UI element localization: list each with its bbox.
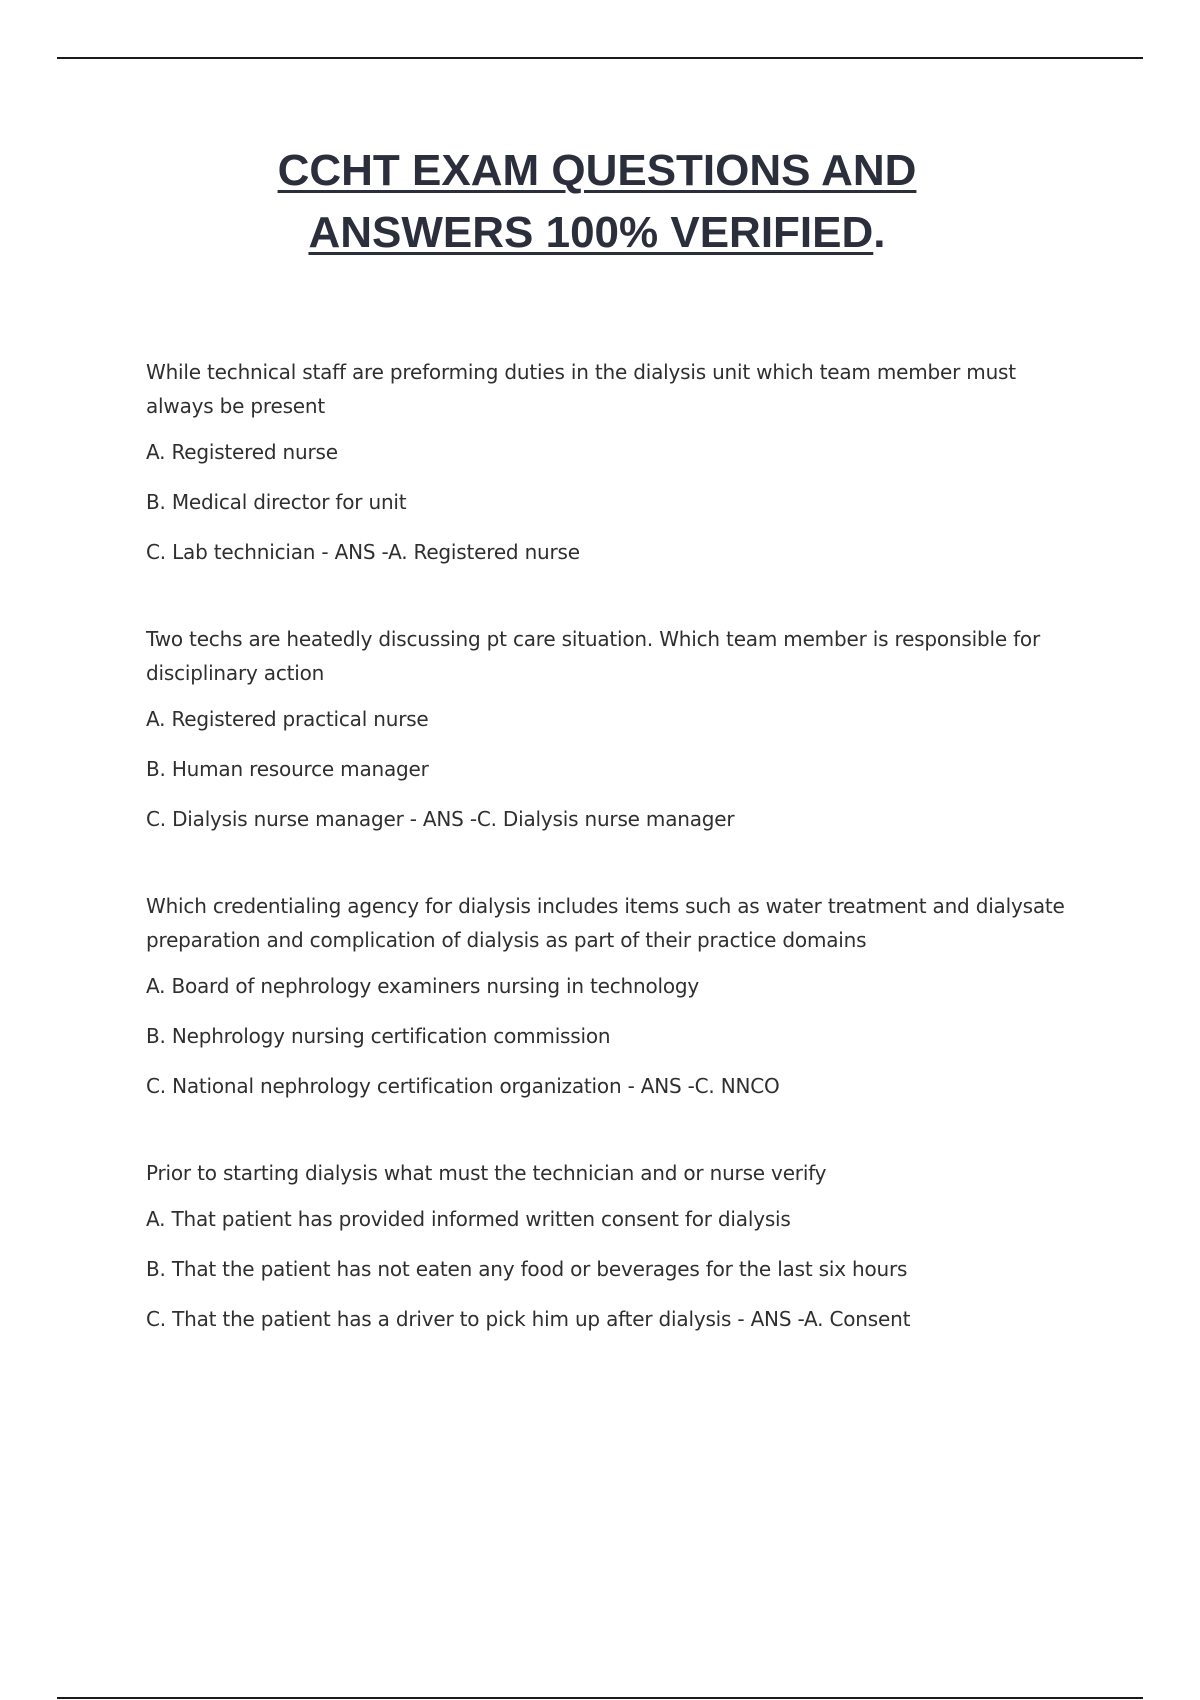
title-period: . (873, 208, 886, 257)
option-c-answer: C. That the patient has a driver to pick him up after dialysis - ANS -A. Consent (146, 1307, 911, 1331)
question-1 (146, 355, 1086, 569)
question-4 (146, 1156, 1086, 1336)
question-stem: Which credentialing agency for dialysis includes items such as water treatment and dialysate preparation and complication of dialysis as part of their practice domains (146, 894, 1065, 952)
question-stem: Two techs are heatedly discussing pt care situation. Which team member is responsible for disciplinary action (146, 627, 1040, 685)
option-b: B. Human resource manager (146, 757, 429, 781)
question-stem: Prior to starting dialysis what must the technician and or nurse verify (146, 1161, 827, 1185)
option-a: A. Registered practical nurse (146, 707, 429, 731)
title-line-2 (0, 202, 1194, 264)
option-a: A. Registered nurse (146, 440, 338, 464)
option-b: B. That the patient has not eaten any food or beverages for the last six hours (146, 1257, 908, 1281)
page-title (0, 140, 1194, 264)
bottom-rule (57, 1697, 1143, 1699)
option-a: A. Board of nephrology examiners nursing in technology (146, 974, 700, 998)
question-list (146, 355, 1086, 1352)
option-b: B. Nephrology nursing certification commission (146, 1024, 611, 1048)
title-line-1: CCHT EXAM QUESTIONS AND (277, 146, 917, 195)
option-c-answer: C. Dialysis nurse manager - ANS -C. Dialysis nurse manager (146, 807, 735, 831)
option-b: B. Medical director for unit (146, 490, 407, 514)
option-a: A. That patient has provided informed written consent for dialysis (146, 1207, 791, 1231)
question-3 (146, 889, 1086, 1103)
top-rule (57, 57, 1143, 59)
question-2 (146, 622, 1086, 836)
option-c-answer: C. National nephrology certification organization - ANS -C. NNCO (146, 1074, 780, 1098)
option-c-answer: C. Lab technician - ANS -A. Registered nurse (146, 540, 580, 564)
title-line-2-text: ANSWERS 100% VERIFIED (308, 208, 874, 257)
question-stem: While technical staff are preforming duties in the dialysis unit which team member must always be present (146, 360, 1016, 418)
